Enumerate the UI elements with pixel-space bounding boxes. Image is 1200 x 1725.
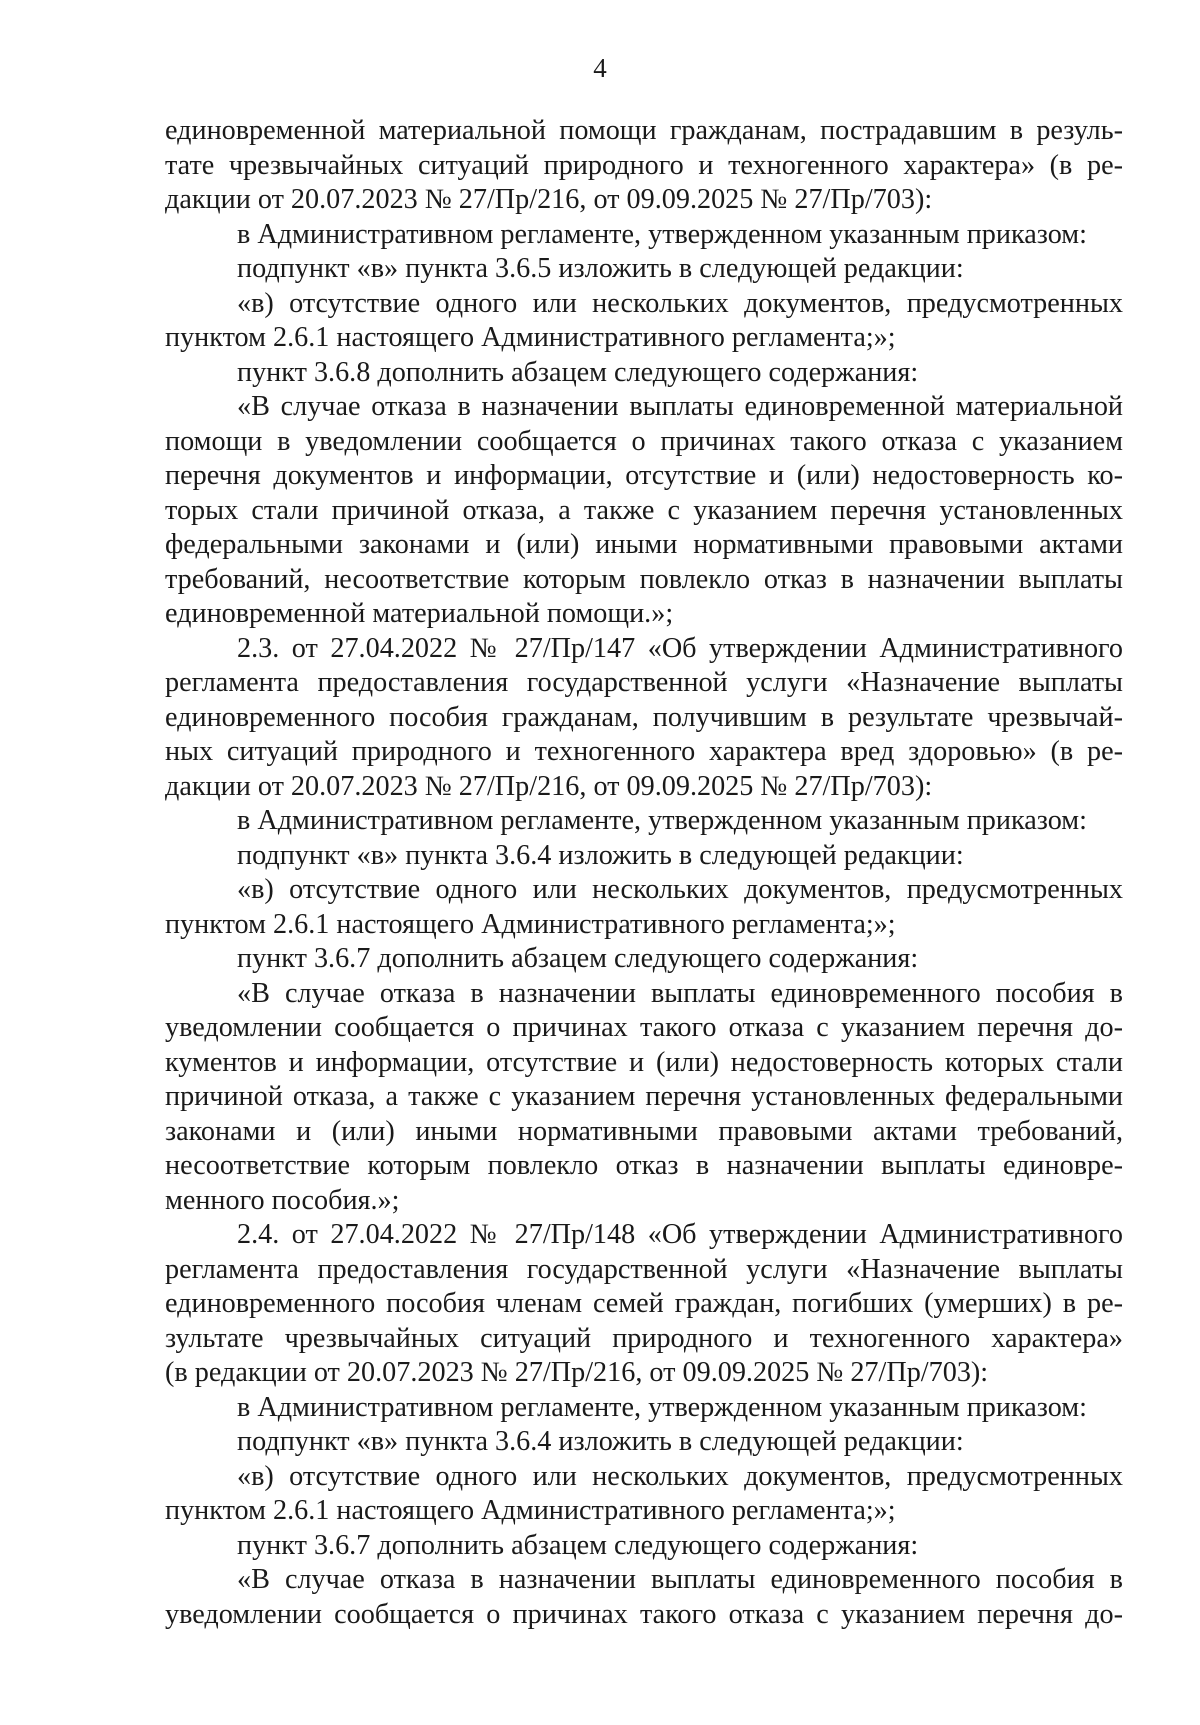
text-line: законами и (или) иными нормативными правовыми актами требований,: [165, 1115, 1123, 1147]
text-line: в Административном регламенте, утвержденном указанным приказом:: [237, 218, 1087, 250]
text-line: дакции от 20.07.2023 № 27/Пр/216, от 09.09.2025 № 27/Пр/703):: [165, 184, 933, 215]
text-line: ных ситуаций природного и техногенного характера вред здоровью» (в ре-: [165, 736, 1123, 767]
text-line: (в редакции от 20.07.2023 № 27/Пр/216, от 09.09.2025 № 27/Пр/703):: [165, 1357, 989, 1388]
text-line: перечня документов и информации, отсутствие и (или) недостоверность ко-: [165, 460, 1123, 491]
text-line: кументов и информации, отсутствие и (или) недостоверность которых стали: [165, 1046, 1123, 1078]
text-line: «В случае отказа в назначении выплаты единовременного пособия в: [237, 1564, 1123, 1595]
text-line: уведомлении сообщается о причинах такого отказа с указанием перечня до-: [165, 1598, 1123, 1630]
text-line: торых стали причиной отказа, а также с указанием перечня установленных: [165, 494, 1123, 526]
text-line: «В случае отказа в назначении выплаты единовременного пособия в: [237, 977, 1123, 1009]
document-body: [165, 114, 1123, 1632]
text-line: регламента предоставления государственной услуги «Назначение выплаты: [165, 1253, 1123, 1285]
text-line: пунктом 2.6.1 настоящего Административного регламента;»;: [165, 908, 896, 940]
text-line: пункт 3.6.8 дополнить абзацем следующего содержания:: [237, 356, 919, 388]
text-line: причиной отказа, а также с указанием перечня установленных федеральными: [165, 1081, 1123, 1112]
text-line: тате чрезвычайных ситуаций природного и техногенного характера» (в ре-: [165, 149, 1123, 181]
text-line: пункт 3.6.7 дополнить абзацем следующего содержания:: [237, 1529, 919, 1561]
text-line: единовременной материальной помощи гражданам, пострадавшим в резуль-: [165, 115, 1123, 146]
text-line: несоответствие которым повлекло отказ в назначении выплаты единовре-: [165, 1150, 1123, 1181]
text-line: зультате чрезвычайных ситуаций природного и техногенного характера»: [165, 1322, 1123, 1354]
text-line: «В случае отказа в назначении выплаты единовременной материальной: [237, 391, 1123, 422]
text-line: подпункт «в» пункта 3.6.4 изложить в следующей редакции:: [237, 1426, 964, 1457]
text-line: дакции от 20.07.2023 № 27/Пр/216, от 09.09.2025 № 27/Пр/703):: [165, 770, 933, 802]
page-number: 4: [593, 53, 607, 83]
text-line: единовременной материальной помощи.»;: [165, 598, 674, 629]
text-line: требований, несоответствие которым повлекло отказ в назначении выплаты: [165, 563, 1123, 595]
text-line: 2.4. от 27.04.2022 № 27/Пр/148 «Об утверждении Административного: [237, 1219, 1123, 1250]
text-line: регламента предоставления государственной услуги «Назначение выплаты: [165, 667, 1123, 698]
text-line: в Административном регламенте, утвержденном указанным приказом:: [237, 805, 1087, 836]
text-line: «в) отсутствие одного или нескольких документов, предусмотренных: [237, 874, 1123, 905]
text-line: в Административном регламенте, утвержденном указанным приказом:: [237, 1391, 1087, 1423]
text-line: пунктом 2.6.1 настоящего Административного регламента;»;: [165, 322, 896, 353]
text-line: пунктом 2.6.1 настоящего Административного регламента;»;: [165, 1495, 896, 1526]
text-line: федеральными законами и (или) иными нормативными правовыми актами: [165, 529, 1123, 560]
text-line: пункт 3.6.7 дополнить абзацем следующего содержания:: [237, 943, 919, 974]
text-line: помощи в уведомлении сообщается о причинах такого отказа с указанием: [165, 425, 1123, 457]
text-line: «в) отсутствие одного или нескольких документов, предусмотренных: [237, 1460, 1123, 1492]
text-line: 2.3. от 27.04.2022 № 27/Пр/147 «Об утверждении Административного: [237, 632, 1123, 664]
text-line: единовременного пособия гражданам, получившим в результате чрезвычай-: [165, 701, 1123, 733]
text-line: «в) отсутствие одного или нескольких документов, предусмотренных: [237, 287, 1123, 319]
text-line: подпункт «в» пункта 3.6.4 изложить в следующей редакции:: [237, 839, 964, 871]
text-line: единовременного пособия членам семей граждан, погибших (умерших) в ре-: [165, 1288, 1123, 1319]
text-line: подпункт «в» пункта 3.6.5 изложить в следующей редакции:: [237, 253, 964, 284]
text-line: менного пособия.»;: [165, 1184, 400, 1216]
text-line: уведомлении сообщается о причинах такого отказа с указанием перечня до-: [165, 1012, 1123, 1043]
